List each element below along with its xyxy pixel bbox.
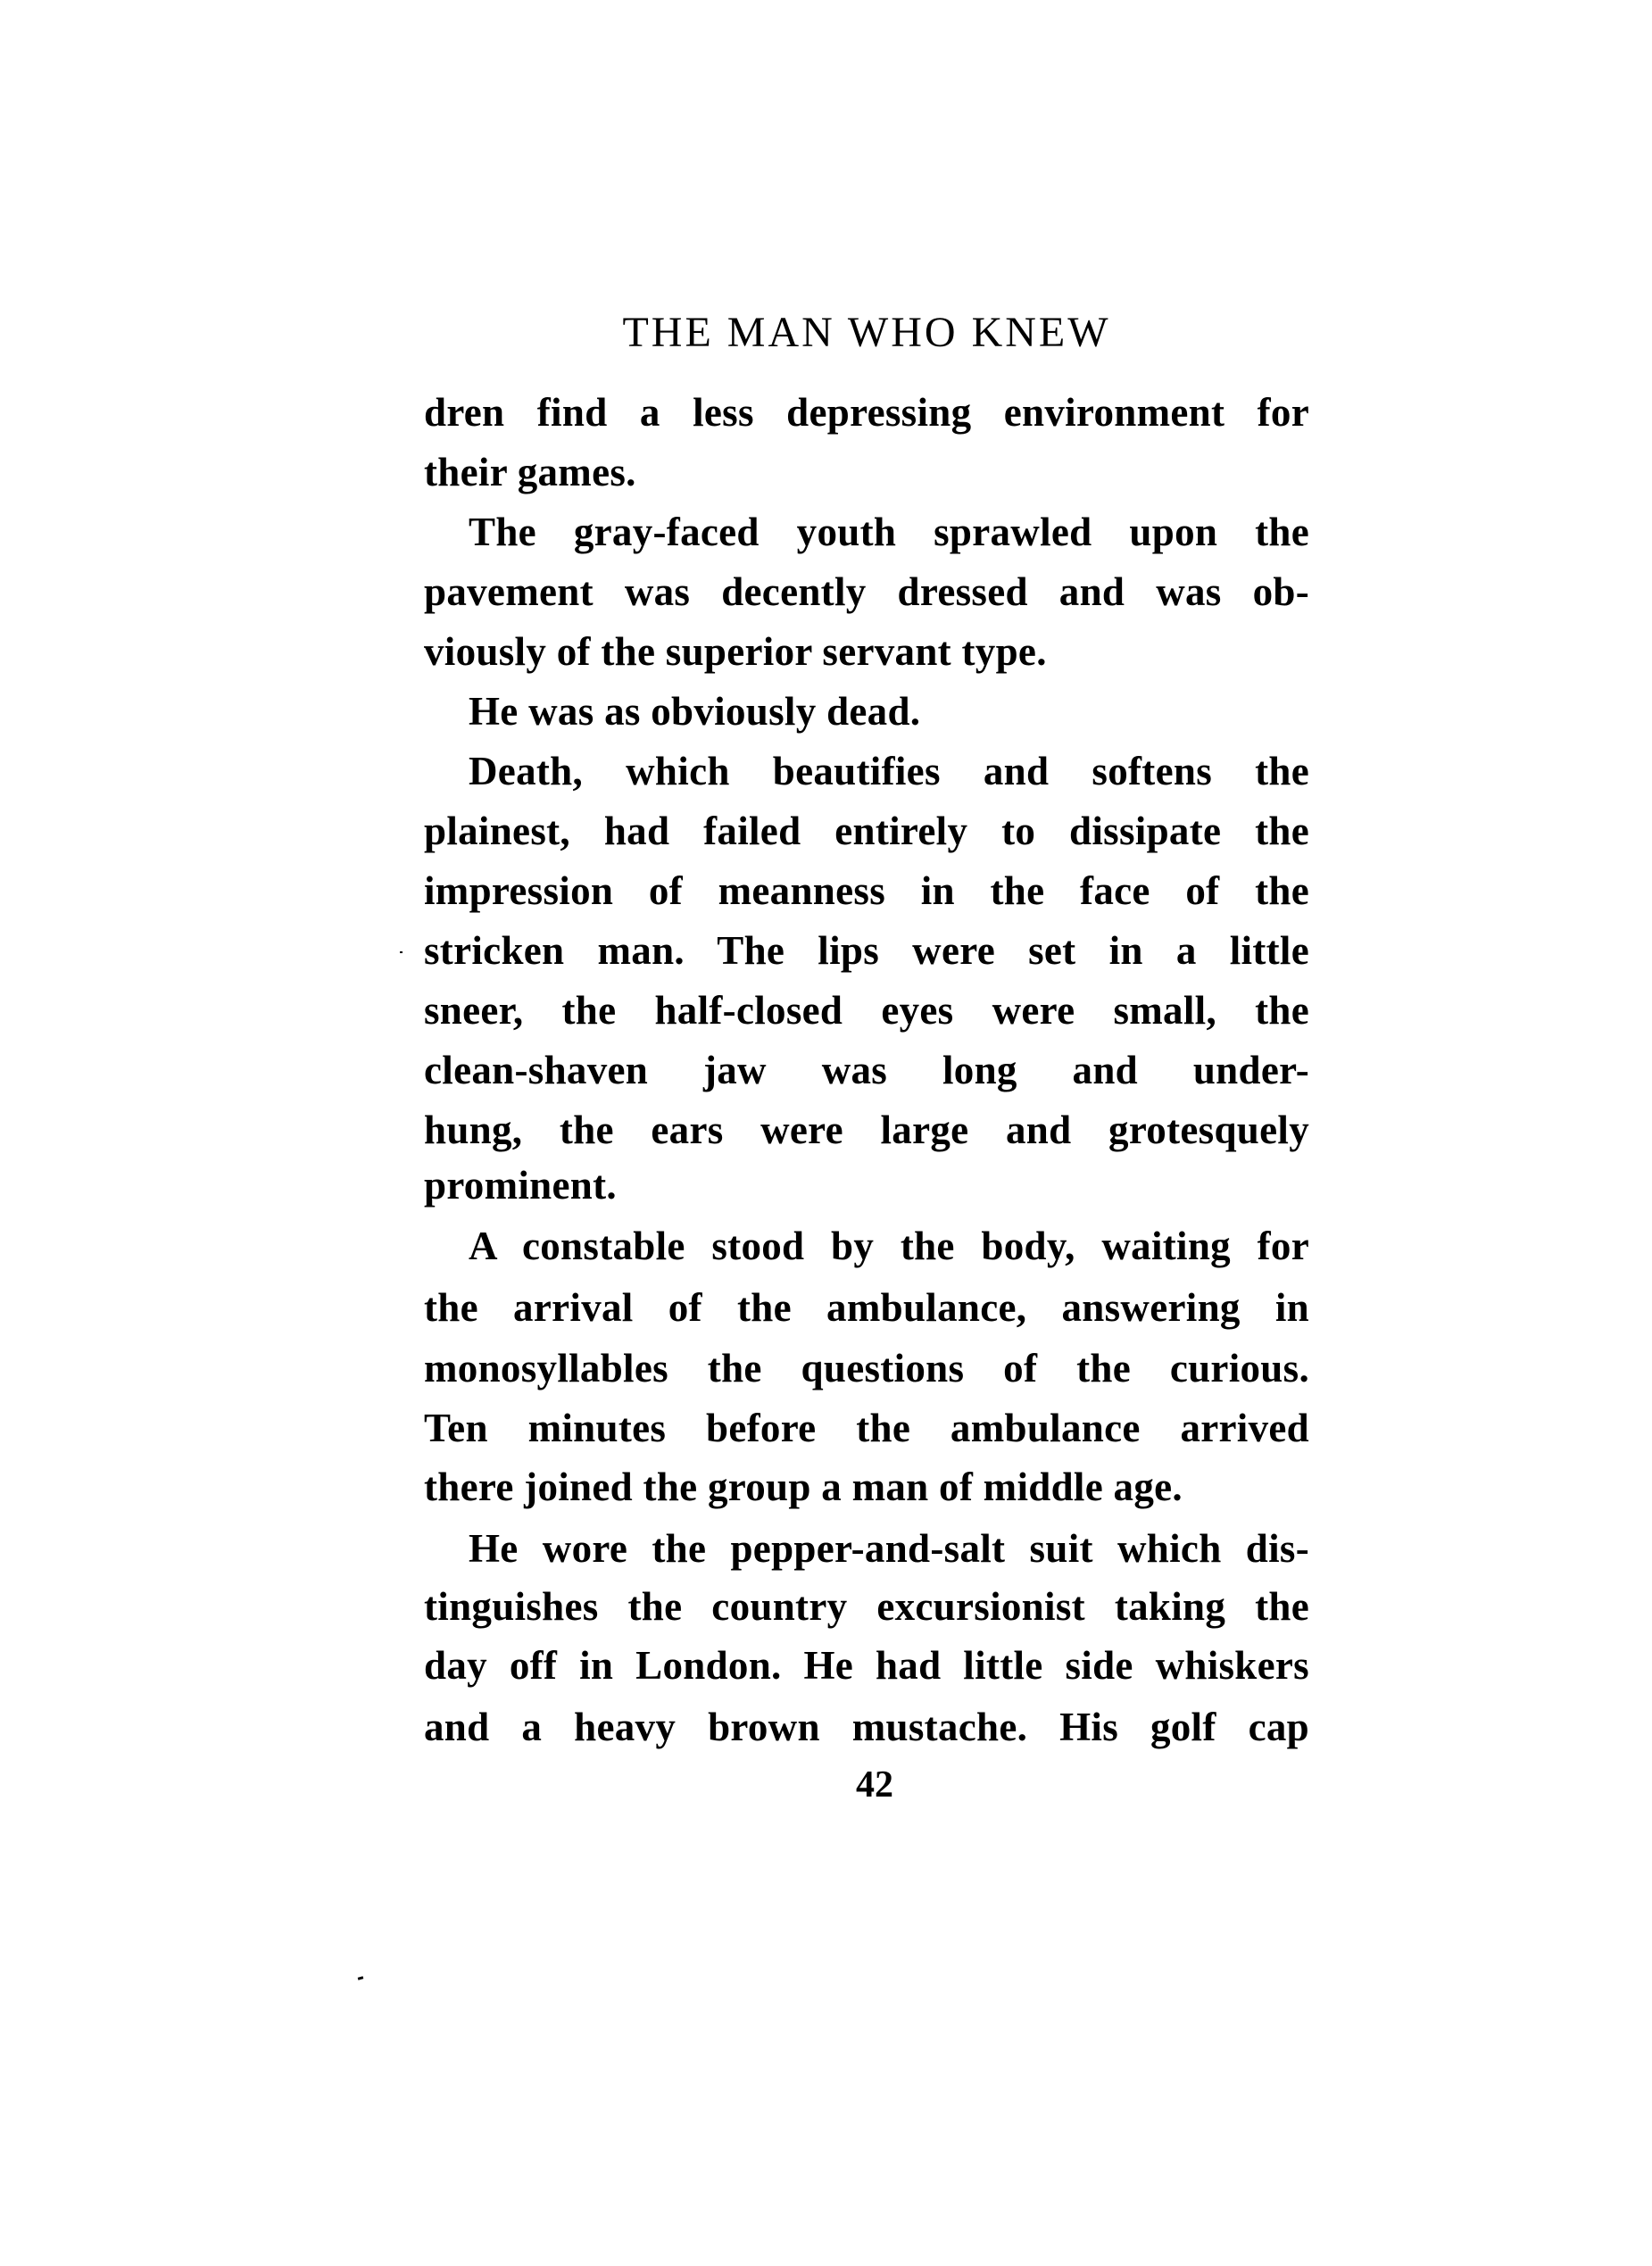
text-line: there joined the group a man of middle age. <box>424 1465 1183 1509</box>
text-line: impression of meanness in the face of the <box>424 868 1309 913</box>
text-line: Ten minutes before the ambulance arrived <box>424 1406 1309 1450</box>
text-line: plainest, had failed entirely to dissipate the <box>424 809 1309 853</box>
text-line: hung, the ears were large and grotesquely <box>424 1108 1309 1152</box>
text-line: sneer, the half-closed eyes were small, the <box>424 988 1309 1033</box>
text-line: dren find a less depressing environment for <box>424 390 1309 435</box>
text-line: The gray-faced youth sprawled upon the <box>469 510 1309 554</box>
text-line: day off in London. He had little side whiskers <box>424 1643 1309 1688</box>
text-line: He was as obviously dead. <box>469 689 921 734</box>
text-line: prominent. <box>424 1163 617 1208</box>
scan-speck <box>400 951 403 953</box>
text-line: stricken man. The lips were set in a little <box>424 928 1309 973</box>
scan-speck <box>358 1976 364 1980</box>
text-line: and a heavy brown mustache. His golf cap <box>424 1705 1309 1749</box>
text-line: clean-shaven jaw was long and under- <box>424 1048 1309 1092</box>
text-line: Death, which beautifies and softens the <box>469 749 1309 793</box>
text-line: He wore the pepper-and-salt suit which dis- <box>469 1526 1309 1571</box>
running-head: THE MAN WHO KNEW <box>622 309 1111 356</box>
text-line: their games. <box>424 450 636 494</box>
text-line: viously of the superior servant type. <box>424 629 1047 674</box>
text-line: the arrival of the ambulance, answering in <box>424 1285 1309 1330</box>
text-line: monosyllables the questions of the curious. <box>424 1346 1309 1390</box>
text-line: pavement was decently dressed and was ob- <box>424 569 1309 614</box>
text-line: A constable stood by the body, waiting for <box>469 1224 1309 1268</box>
text-line: tinguishes the country excursionist taking the <box>424 1584 1309 1629</box>
page-number: 42 <box>856 1764 893 1805</box>
